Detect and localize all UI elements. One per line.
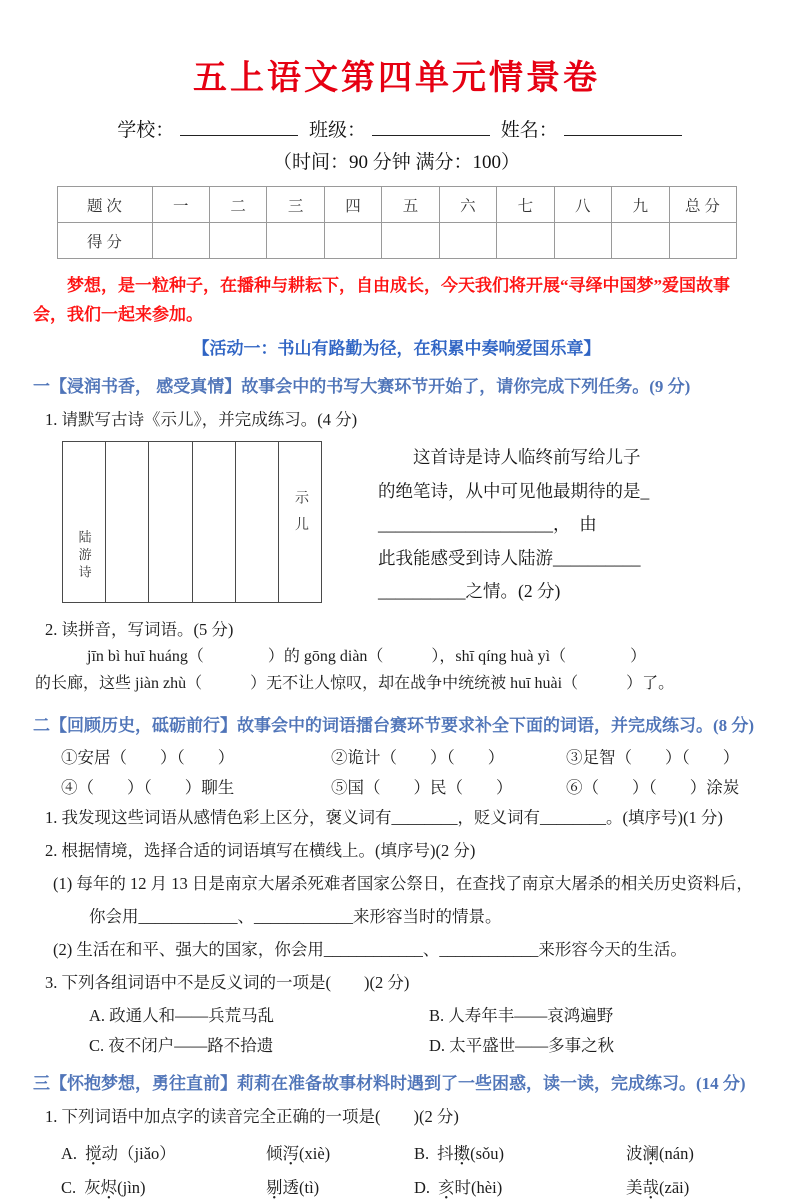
score-table-col: 三: [267, 187, 324, 223]
word-item: ④（ ）（ ）聊生: [61, 777, 235, 797]
score-cell: [497, 223, 554, 259]
score-table-row-header: 题 次: [57, 187, 152, 223]
word-pre: 美: [626, 1177, 643, 1197]
option-a-word-2: [266, 1140, 414, 1164]
poem-note-line: 此我能感受到诗人陆游__________: [378, 547, 641, 568]
poem-writing-grid: [62, 441, 322, 603]
pronunciation-options-row-1: [33, 1140, 760, 1164]
grid-column: [236, 442, 279, 602]
score-row-header: 得 分: [57, 223, 152, 259]
word-rest: (nán): [659, 1143, 694, 1163]
score-table-col: 二: [209, 187, 266, 223]
word-item: ⑤国（ ）民（ ）: [331, 777, 513, 797]
option-b: B. 人寿年丰——哀鸿遍野: [429, 1005, 614, 1025]
poem-title-label: 示儿: [292, 490, 308, 544]
score-cell: [612, 223, 670, 259]
section-two-q2: 2. 根据情境，选择合适的词语填写在横线上。(填序号)(2 分): [45, 840, 476, 860]
score-cell: [382, 223, 439, 259]
section-two-q2-sub1-line1: (1) 每年的 12 月 13 日是南京大屠杀死难者国家公祭日，在查找了南京大屠杀的相关历史资料后，: [53, 873, 753, 893]
score-cell: [324, 223, 381, 259]
grid-column-author: [63, 442, 106, 602]
score-cell: [267, 223, 324, 259]
grid-column: [193, 442, 236, 602]
dotted-char: 亥: [438, 1177, 455, 1197]
score-cell: [209, 223, 266, 259]
student-info-line: [33, 115, 760, 142]
score-cell: [439, 223, 496, 259]
intro-paragraph: 梦想，是一粒种子，在播种与耕耘下，自由成长，今天我们将开展“寻绎中国梦”爱国故事会，我们一起来参加。: [33, 276, 730, 324]
poem-note-line: __________之情。(2 分): [378, 581, 561, 601]
dotted-char: 泻: [282, 1143, 299, 1163]
grid-column: [149, 442, 192, 602]
name-label: 姓名：: [500, 120, 558, 141]
option-label: D.: [414, 1177, 431, 1197]
word-item: ⑥（ ）（ ）涂炭: [566, 777, 740, 797]
pinyin-question-line-1: jīn bì huī huáng（ ）的 gōng diàn（ ），shī qíng huà yì（ ）: [87, 647, 647, 665]
section-three-heading: 三【怀抱梦想，勇往直前】莉莉在准备故事材料时遇到了一些困惑，读一读，完成练习。(14 分): [33, 1073, 746, 1093]
section-two-heading: 二【回顾历史，砥砺前行】故事会中的词语擂台赛环节要求补全下面的词语，并完成练习。(8 分): [33, 715, 755, 735]
section-one-q1-prompt: 1. 请默写古诗《示儿》，并完成练习。(4 分): [45, 410, 358, 429]
section-one-q2-prompt: 2. 读拼音，写词语。(5 分): [45, 619, 234, 639]
section-two-q1: 1. 我发现这些词语从感情色彩上区分，褒义词有________，贬义词有________。(填序号)(1 分): [45, 807, 723, 827]
dotted-char: 哉: [642, 1177, 659, 1197]
antonym-options-row-2: [33, 1032, 760, 1056]
word-pre: 抖: [437, 1143, 454, 1163]
option-label: A.: [61, 1143, 78, 1163]
score-table-col: 九: [612, 187, 670, 223]
word-completion-row-1: [33, 744, 760, 768]
option-c-word-2: [266, 1174, 414, 1198]
activity-one-banner: 【活动一：书山有路勤为径，在积累中奏响爱国乐章】: [192, 339, 601, 358]
name-blank: [564, 116, 682, 136]
score-table-col: 一: [152, 187, 209, 223]
word-item: ③足智（ ）（ ）: [566, 747, 740, 767]
score-table-col-total: 总 分: [669, 187, 736, 223]
school-blank: [180, 116, 298, 136]
option-c-word-1: [61, 1174, 266, 1198]
word-rest: 透(tì): [282, 1177, 320, 1197]
option-d-word-2: [626, 1174, 760, 1198]
word-rest: (jìn): [117, 1177, 146, 1197]
section-two-q2-sub2: (2) 生活在和平、强大的国家，你会用____________、____________来形容今天的生活。: [53, 939, 687, 959]
score-table-col: 五: [382, 187, 439, 223]
section-two-q2-sub1-line2: 你会用____________、____________来形容当时的情景。: [89, 906, 502, 926]
option-label: B.: [414, 1143, 430, 1163]
word-item: ①安居（ ）（ ）: [61, 747, 235, 767]
score-cell-total: [669, 223, 736, 259]
word-rest: (xiè): [299, 1143, 331, 1163]
dotted-char: 搅: [85, 1143, 102, 1163]
score-cell: [554, 223, 611, 259]
option-d-word-1: [414, 1174, 626, 1198]
section-two-q3: 3. 下列各组词语中不是反义词的一项是( )(2 分): [45, 972, 410, 992]
word-completion-row-2: [33, 774, 760, 798]
dotted-char: 擞: [453, 1143, 471, 1163]
option-b-word-1: [414, 1140, 626, 1164]
dotted-char: 澜: [642, 1143, 659, 1163]
option-label: C.: [61, 1177, 77, 1197]
school-label: 学校：: [117, 120, 175, 141]
word-pre: 倾: [266, 1143, 283, 1163]
poem-note-line: 的绝笔诗，从中可见他最期待的是_: [378, 480, 650, 501]
grid-column-title: [279, 442, 321, 602]
score-table-col: 六: [439, 187, 496, 223]
score-table-col: 八: [554, 187, 611, 223]
word-rest: (sǒu): [470, 1143, 505, 1163]
option-d: D. 太平盛世——多事之秋: [429, 1035, 615, 1055]
word-rest: (zāi): [659, 1177, 690, 1197]
dotted-char: 烬: [100, 1177, 118, 1197]
poem-author-label: 陆游诗: [76, 530, 92, 583]
time-score-line: （时间：90 分钟 满分：100）: [272, 152, 520, 173]
option-c: C. 夜不闭户——路不拾遗: [89, 1035, 274, 1055]
score-table-header-row: [57, 187, 736, 223]
class-blank: [372, 116, 490, 136]
class-label: 班级：: [308, 120, 366, 141]
word-pre: 波: [626, 1143, 643, 1163]
score-cell: [152, 223, 209, 259]
score-table: [57, 186, 737, 259]
option-a-word-1: [61, 1140, 266, 1164]
word-rest: 动（jiǎo）: [101, 1143, 176, 1163]
option-b-word-2: [626, 1140, 760, 1164]
page-title: 五上语文第四单元情景卷: [193, 60, 600, 97]
pinyin-question-line-2: 的长廊，这些 jiàn zhù（ ）无不让人惊叹，却在战争中统统被 huī huài（ ）了。: [35, 675, 675, 692]
grid-column: [106, 442, 149, 602]
pronunciation-options-row-2: [33, 1174, 760, 1198]
antonym-options-row-1: [33, 1002, 760, 1026]
score-table-col: 七: [497, 187, 554, 223]
section-three-q1: 1. 下列词语中加点字的读音完全正确的一项是( )(2 分): [45, 1106, 459, 1126]
word-item: ②诡计（ ）（ ）: [331, 747, 505, 767]
poem-note: [378, 441, 750, 609]
section-one-heading: 一【浸润书香， 感受真情】故事会中的书写大赛环节开始了，请你完成下列任务。(9 分): [33, 377, 691, 396]
score-table-score-row: [57, 223, 736, 259]
dotted-char: 剔: [266, 1177, 283, 1197]
poem-note-line: 这首诗是诗人临终前写给儿子: [413, 447, 641, 467]
poem-note-line: ____________________， 由: [378, 514, 597, 534]
score-table-col: 四: [324, 187, 381, 223]
word-rest: 时(hèi): [454, 1177, 503, 1197]
poem-copy-area: [62, 441, 760, 609]
word-pre: 灰: [84, 1177, 101, 1197]
option-a: A. 政通人和——兵荒马乱: [89, 1005, 275, 1025]
